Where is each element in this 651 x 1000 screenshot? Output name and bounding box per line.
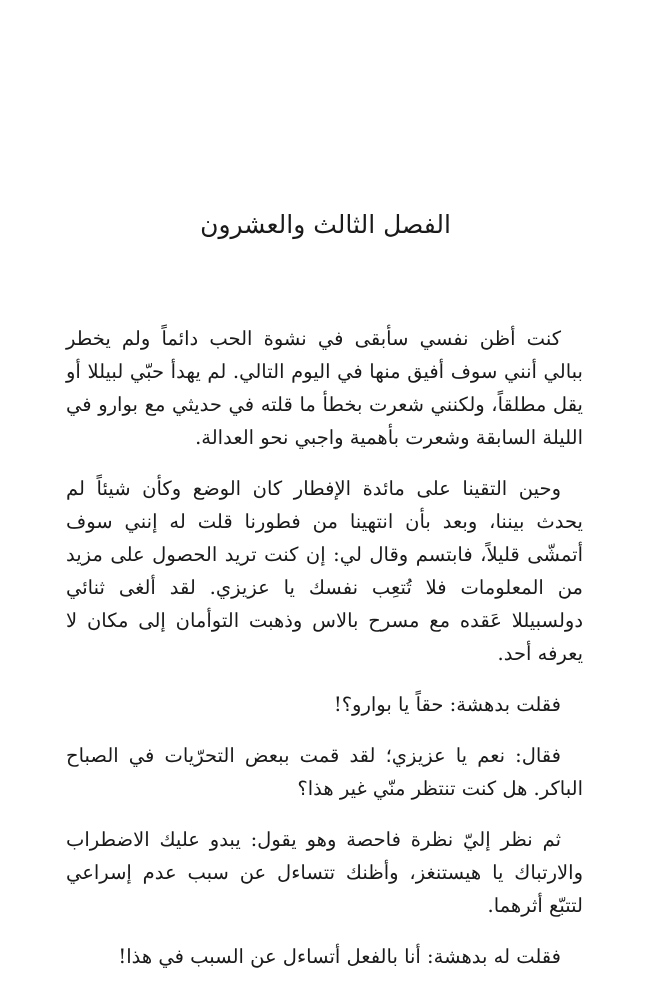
paragraph-3: فقلت بدهشة: حقاً يا بوارو؟! (333, 693, 561, 716)
paragraph-1: كنت أظن نفسي سأبقى في نشوة الحب دائماً ولم يخطر ببالي أنني سوف أفيق منها في اليوم التالي. لم يهدأ حبّي لبيللا أو يقل مطلقاً، ولكنني شعرت بخطأ ما قلته في حديثي مع بوارو في الليلة السابقة وشعرت بأهمية واجبي نحو العدالة. (66, 327, 583, 449)
chapter-title: الفصل الثالث والعشرون (200, 210, 451, 239)
paragraph-6: فقلت له بدهشة: أنا بالفعل أتساءل عن السبب في هذا! (118, 945, 561, 968)
paragraph-4: فقال: نعم يا عزيزي؛ لقد قمت ببعض التحرّيات في الصباح الباكر. هل كنت تنتظر منّي غير هذا؟ (66, 744, 583, 800)
chapter-body (66, 322, 583, 991)
paragraph-5: ثم نظر إليّ نظرة فاحصة وهو يقول: يبدو عليك الاضطراب والارتباك يا هيستنغز، وأظنك تتساءل عن سبب عدم إسراعي لتتبّع أثرهما. (66, 828, 583, 917)
paragraph-2: وحين التقينا على مائدة الإفطار كان الوضع وكأن شيئاً لم يحدث بيننا، وبعد بأن انتهينا من فطورنا قلت له إنني سوف أتمشّى قليلاً، فابتسم وقال لي: إن كنت تريد الحصول على مزيد من المعلومات فلا تُتعِب نفسك يا عزيزي. لقد ألغى ثنائي دولسبيللا عَقده مع مسرح بالاس وذهبت التوأمان إلى مكان لا يعرفه أحد. (66, 477, 583, 665)
